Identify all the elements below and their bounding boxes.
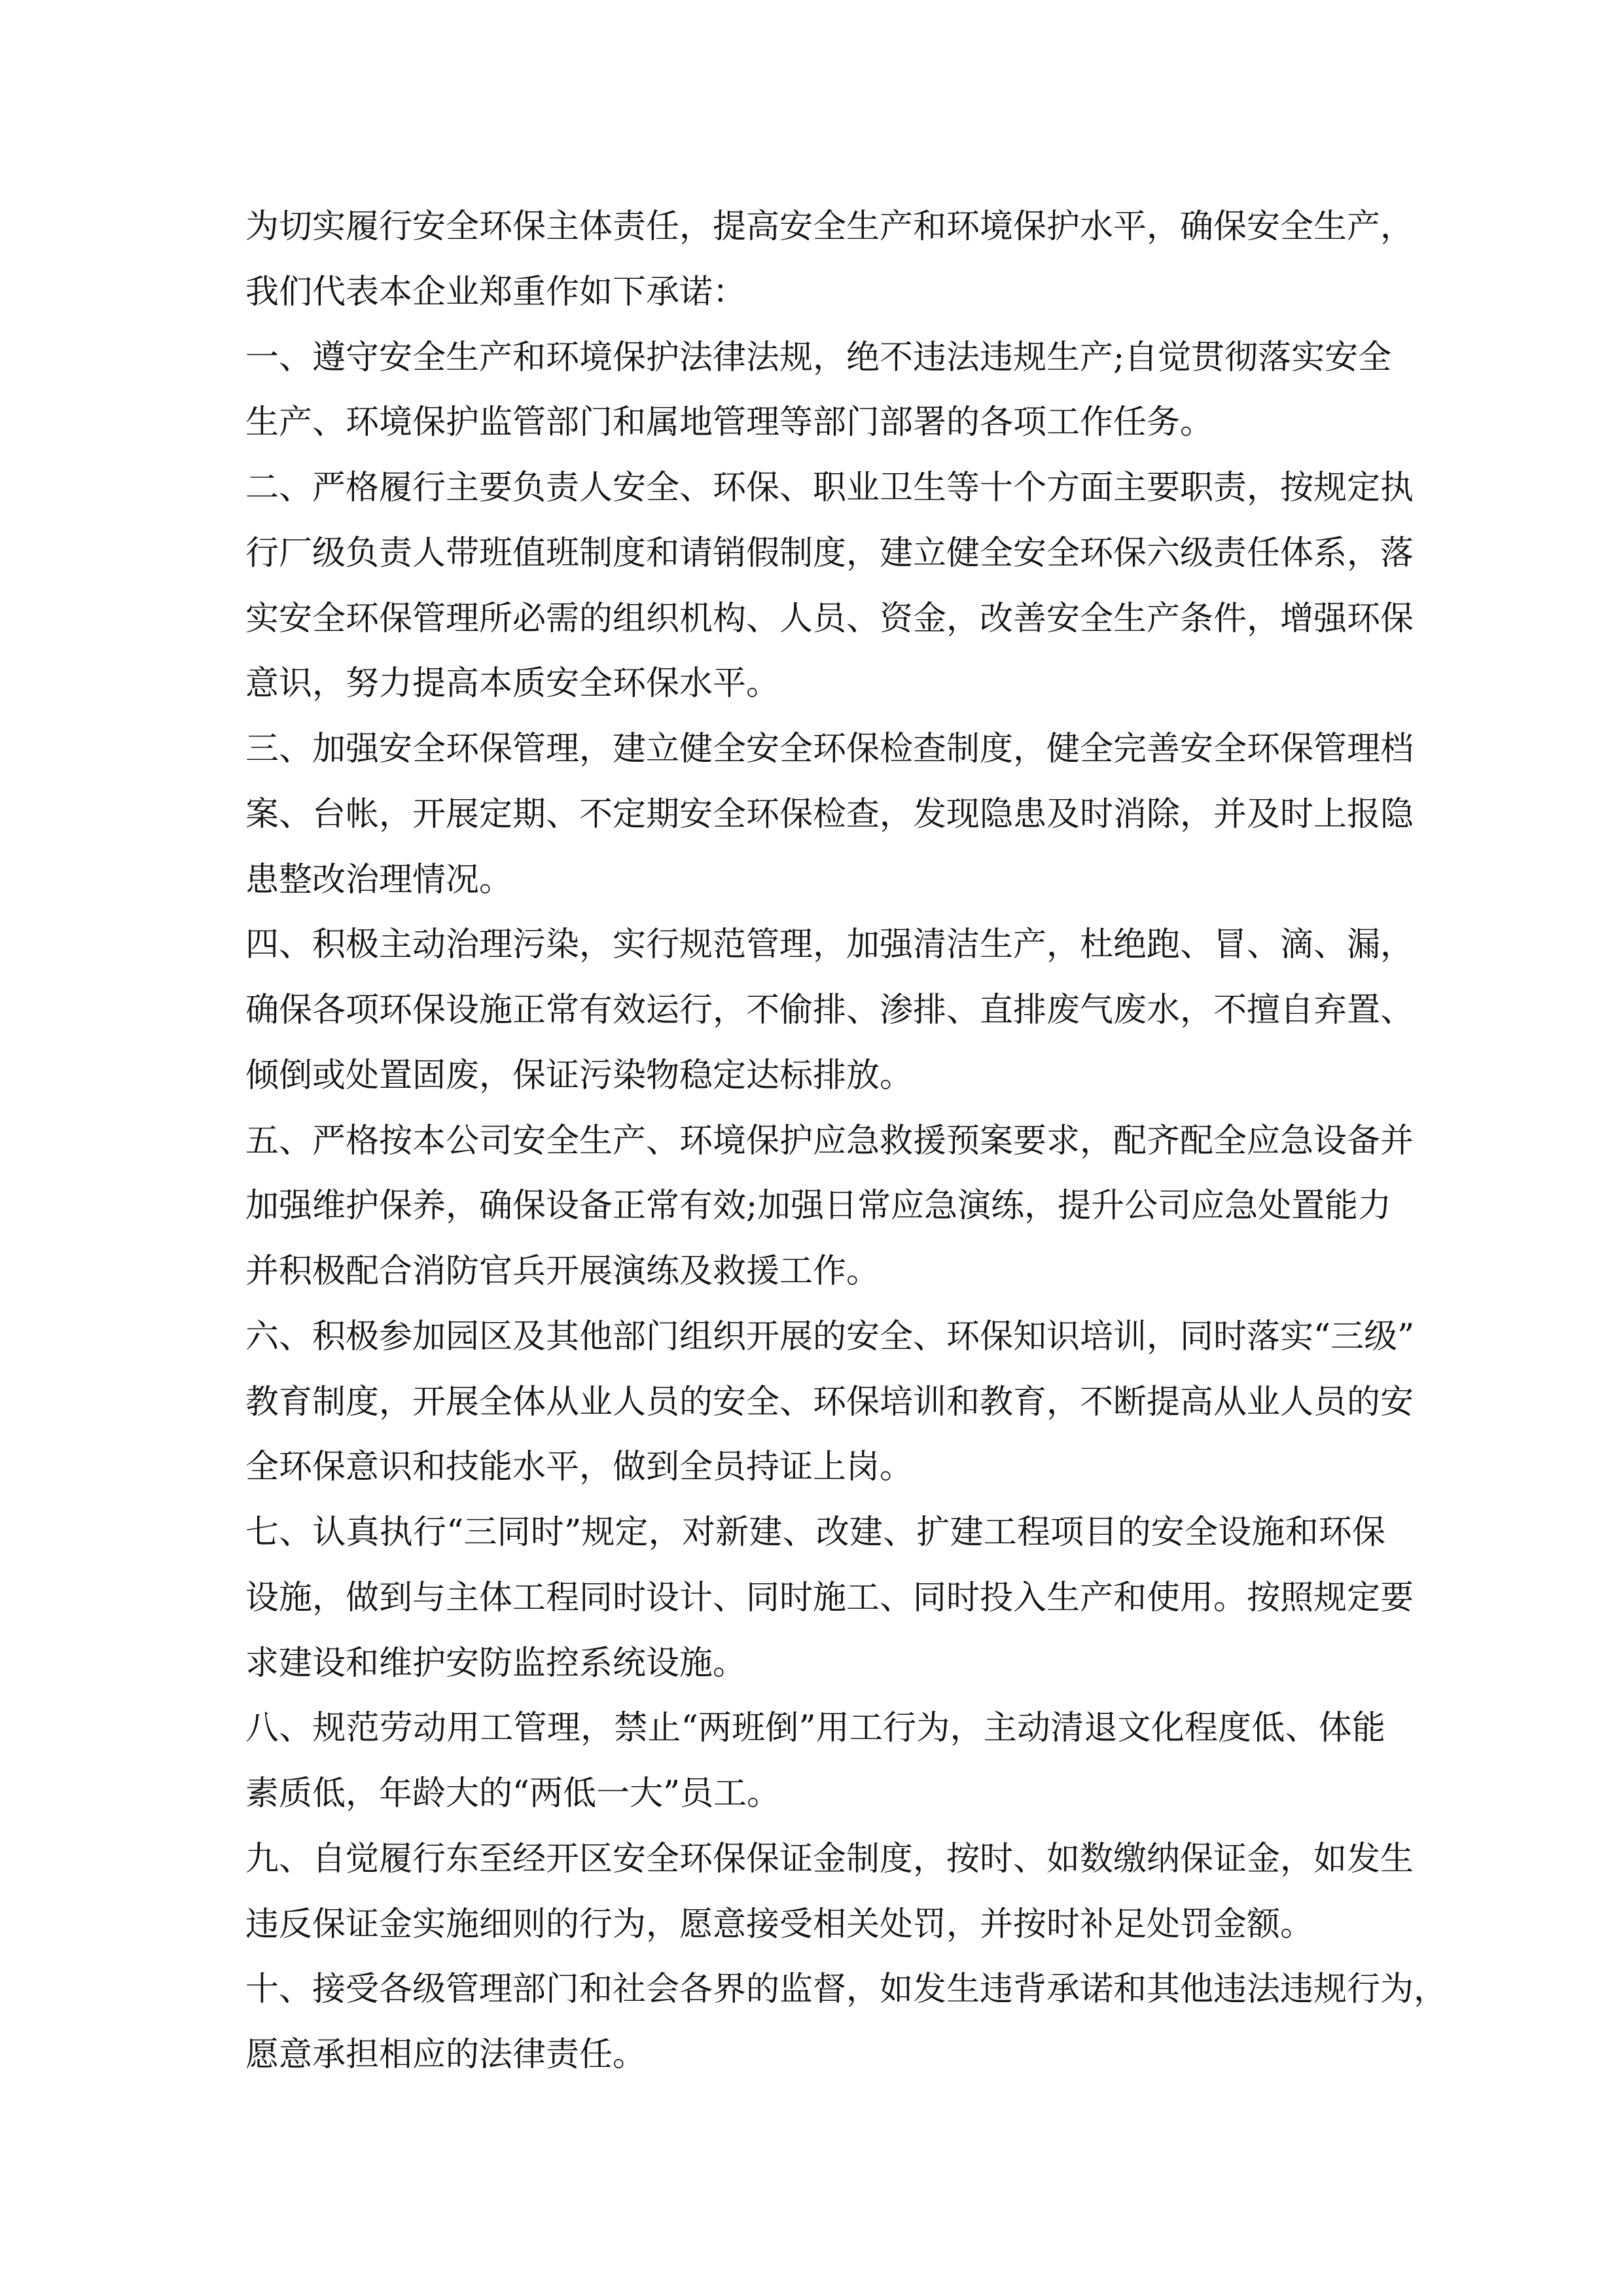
text-line: 行厂级负责人带班值班制度和请销假制度，建立健全安全环保六级责任体系，落 (245, 533, 1414, 573)
text-line: 三、加强安全环保管理，建立健全安全环保检查制度，健全完善安全环保管理档 (245, 730, 1414, 768)
text-line: 五、严格按本公司安全生产、环境保护应急救援预案要求，配齐配全应急设备并 (245, 1121, 1414, 1160)
paragraph (245, 1696, 1385, 1827)
text-line: 一、遵守安全生产和环境保护法律法规，绝不违法违规生产;自觉贯彻落实安全 (245, 338, 1392, 377)
paragraph (245, 456, 1414, 717)
text-line: 求建设和维护安防监控系统设施。 (245, 1643, 747, 1683)
text-line: 并积极配合消防官兵开展演练及救援工作。 (245, 1252, 880, 1291)
text-line: 设施，做到与主体工程同时设计、同时施工、同时投入生产和使用。按照规定要 (245, 1578, 1414, 1617)
paragraph (245, 1500, 1414, 1696)
text-line: 教育制度，开展全体从业人员的安全、环保培训和教育，不断提高从业人员的安 (245, 1382, 1414, 1422)
text-line: 实安全环保管理所必需的组织机构、人员、资金，改善安全生产条件，增强环保 (245, 599, 1414, 638)
text-line: 素质低，年龄大的“两低一大”员工。 (245, 1774, 781, 1813)
text-line: 六、积极参加园区及其他部门组织开展的安全、环保知识培训，同时落实“三级” (245, 1317, 1415, 1356)
text-line: 倾倒或处置固废，保证污染物稳定达标排放。 (245, 1056, 914, 1095)
paragraph (245, 912, 1414, 1108)
paragraph (245, 1957, 1448, 2088)
text-line: 全环保意识和技能水平，做到全员持证上岗。 (245, 1448, 914, 1487)
text-line: 八、规范劳动用工管理，禁止“两班倒”用工行为，主动清退文化程度低、体能 (245, 1709, 1385, 1748)
paragraph (245, 1109, 1414, 1304)
text-line: 违反保证金实施细则的行为，愿意接受相关处罚，并按时补足处罚金额。 (245, 1905, 1314, 1944)
text-line: 七、认真执行“三同时”规定，对新建、改建、扩建工程项目的安全设施和环保 (245, 1513, 1385, 1552)
text-line: 意识，努力提高本质安全环保水平。 (245, 664, 780, 704)
text-line: 确保各项环保设施正常有效运行，不偷排、渗排、直排废气废水，不擅自弃置、 (245, 991, 1414, 1030)
text-line: 患整改治理情况。 (245, 860, 513, 899)
text-line: 四、积极主动治理污染，实行规范管理，加强清洁生产，杜绝跑、冒、滴、漏， (245, 925, 1414, 965)
text-line: 加强维护保养，确保设备正常有效;加强日常应急演练，提升公司应急处置能力 (245, 1187, 1392, 1226)
text-line: 十、接受各级管理部门和社会各界的监督，如发生违背承诺和其他违法违规行为， (245, 1970, 1448, 2009)
text-line: 为切实履行安全环保主体责任，提高安全生产和环境保护水平，确保安全生产， (245, 207, 1414, 246)
text-line: 我们代表本企业郑重作如下承诺： (245, 272, 747, 312)
document-body (245, 194, 1448, 2088)
paragraph (245, 1827, 1414, 1958)
paragraph (245, 717, 1414, 912)
paragraph (245, 1304, 1415, 1500)
paragraph (245, 194, 1414, 325)
text-line: 二、严格履行主要负责人安全、环保、职业卫生等十个方面主要职责，按规定执 (245, 469, 1414, 507)
text-line: 九、自觉履行东至经开区安全环保保证金制度，按时、如数缴纳保证金，如发生 (245, 1839, 1414, 1878)
text-line: 生产、环境保护监管部门和属地管理等部门部署的各项工作任务。 (245, 403, 1214, 442)
paragraph (245, 325, 1392, 456)
text-line: 案、台帐，开展定期、不定期安全环保检查，发现隐患及时消除，并及时上报隐 (245, 795, 1414, 834)
text-line: 愿意承担相应的法律责任。 (245, 2036, 647, 2074)
